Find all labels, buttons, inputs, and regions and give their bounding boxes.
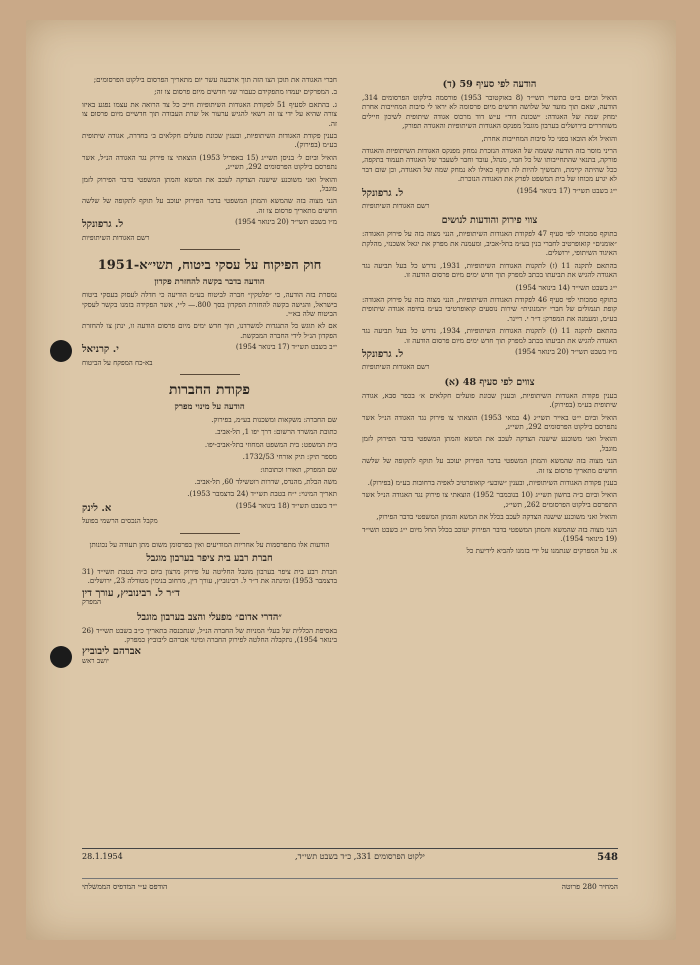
paragraph: בתוקף סמכותי לפי סעיף 46 לפקודת האגודות השיתופיות, הנני מצוה בזה על פירוק האגודה: קופת תגמולים של חברי ״המנונית״ שירות נוסעים קואופרטיבי בע״מ בחיפה אגודה שיתופית בע״מ, ומעמנה את המפרק: ד״ר י. ריינר.	[362, 294, 617, 323]
signature-block	[82, 218, 337, 229]
signer-name: א. לינק	[82, 502, 112, 514]
paragraph: בהתאם לתקנה 11 (ז) לתקנות האגודות השיתופיות, 1934, נדרש כל בעל תביעה נגד האגודה להגיש את תביעתו בכתב למפרק תוך חדש ימים מיום פרסום הודעה זו.	[362, 326, 617, 345]
paragraph: הואיל וביום י״ט באייר תשי״ג (4 במאי 1953) הוצאתי צו פירוק נגד האגודה הנ״ל אשר נתפרסם בילקוט הפרסומים 292, תשי״ג,	[362, 412, 617, 431]
paragraph: ב. המפרקים יעמדו מתפקידם כעבור שני חדשים מיום פרסום צו זה;	[154, 87, 337, 97]
paragraph: הואיל וביום ב״ט בתשרי תשי״ד (8 באוקטובר 1953) פורסמה בילקוט הפרסומים 314, הודעה, שאם תוך מועד של שלושה חדשים מיום פרסומה לא יראו לי סיבות המחייבות אחרת ימחק שמה של האגודה: ״שכונת דוד״ ע״ש דוד מרכוס אגודה שיתופית לשיכון חיילים משוחררים בירושלים בערבון מוגבל מפנקס האגודות השיתופיות והאגודה תפורק,	[362, 93, 617, 131]
printer: הודפס ע״י המדפיס הממשלתי	[82, 882, 168, 891]
subheading: הודעה על מינוי מפרק	[174, 400, 245, 411]
signature-block	[82, 502, 337, 513]
footer-date: 28.1.1954	[82, 852, 123, 861]
paragraph: בית המשפט: בית המשפט המחוזי בתל-אביב-יפו.	[204, 439, 337, 449]
signer-name: ל. גרפונקל	[362, 348, 404, 360]
signer-role: מקבל הנכסים הרשמי בפועל	[82, 517, 158, 526]
paragraph: בהתאם לתקנה 11 (ז) לתקנות האגודות השיתופיות, 1931, נדרש כל בעל תביעה נגד האגודה להגיש את תביעתו בכתב למפרק תוך חדש ימים מיום פרסום הודעה זו.	[362, 260, 617, 280]
heading: הודעה לפי סעיף 59 (ד)	[442, 79, 537, 90]
signer-name: י. קרניאל	[82, 344, 119, 356]
paragraph: בענין פקודת האגודות השיתופיות, ובענין ״שובע״ קואופרטיב לאפיה ברחובות בע״מ (בפירוק).	[367, 478, 617, 487]
paragraph: הואיל וביום כ״ה בחשון תשי״ג (10 בנובמבר 1952) הוצאתי צו פירוק נגד האגודה הנ״ל אשר התפרסם בילקוט הפרסומים 262, תשי״ג,	[362, 490, 617, 509]
signature-block	[362, 187, 617, 198]
paragraph: בענין פקודת האגודות השיתופיות, ובענין שכונת פועלים חקלאים א׳ בכפר סבא, אגודה שיתופית בע״מ (בפירוק).	[362, 390, 617, 410]
page-footer	[82, 848, 618, 863]
disclaimer-note: הודעות אלו מתפרסמות על אחריות המודיעים ואין בפרסומן משום מתן תעודה על נכונותן	[89, 539, 330, 549]
heading: חברת רבע בית ציפר בערבון מוגבל	[146, 553, 273, 564]
signer-name: ד״ר ל. רבינוביץ, עורך דין	[82, 587, 180, 599]
paragraph: הנני מצוה בזה שהמשא והמתן המשפטי בדבר הפירוק יעוכב על תוקף לתקופה של שלשה חדשים מתאריך פרסום צו זה.	[362, 456, 617, 475]
paragraph: כתובת המשרד הרשום: דרך יפו 1, תל-אביב.	[214, 427, 337, 437]
signer-name: אברהם ליבוביץ	[82, 646, 141, 658]
paragraph: א. על המפרקים שנתמנו על ידי בזמנו להביא לידיעת כל	[466, 546, 617, 556]
right-column	[362, 75, 617, 559]
imprint-line	[82, 878, 618, 891]
date-line: י״ג בשבט תשי״ד (14 בינואר 1954)	[515, 282, 617, 292]
paragraph: תאריך המינוי: י״ח בטבת תשי״ד (24 בדצמבר 1953).	[187, 489, 337, 499]
paragraph: והואיל ואני משוכנע שישנה הצדקה לעכב את המשא והמתן המשפטי בדבר הפירוק לזמן מוגבל,	[362, 434, 617, 453]
heading: ״הדרי אדום״ מפעלי והצב בערבון מוגבל	[137, 611, 282, 623]
signer-role: רשם האגודות השיתופיות	[362, 363, 430, 372]
paragraph: מספר תיק: תיק אזרחי 1732/53.	[242, 452, 337, 462]
punch-hole	[50, 340, 72, 362]
divider	[180, 374, 240, 375]
paragraph: והואיל ואני משוכנע שישנה הצדקה לעכב בכלל את המשא והמתן המשפטי בדבר הפירוק,	[376, 512, 617, 522]
signature-block	[362, 348, 617, 359]
paragraph: משה הבלת, מהנדס, שדרות רוטשילד 60, תל-אביב.	[194, 476, 337, 486]
left-column	[82, 75, 337, 670]
date-line: י״ב בשבט תשי״ד (17 בינואר 1954)	[235, 343, 337, 352]
paragraph: אם לא תוגש כל התנגדות למשרדנו, תוך חדש ימים מיום פרסום הודעה זו, ינתן צו להחזרת הפקדון הנ״ל לידי החברה המבקשת.	[82, 321, 337, 340]
signature-block	[82, 343, 337, 354]
paragraph: שם החברה: משקאות ומשכנות בע״מ, בפירוק.	[211, 414, 337, 424]
date-line: מ״ו בשבט תשי״ד (20 בינואר 1954)	[515, 347, 617, 356]
divider	[180, 249, 240, 250]
subheading: הודעה בדבר בקשה להחזרת פקדון	[154, 276, 265, 287]
signer-role: בא-כח המפקח על הביטוח	[82, 358, 153, 367]
signer-name: ל. גרפונקל	[82, 219, 124, 231]
signer-role: רשם האגודות השיתופיות	[82, 233, 150, 242]
paragraph: באסיפת הכללית של בעלי המניות של החברה הנ״ל, שנתכנסה בתאריך כ״ב בשבט תשי״ד (26 בינואר 1954), נתקבלה החלטה לפירוק החברה ומינוי אברהם ליבוביץ כמפרק.	[82, 625, 337, 645]
paragraph: והואיל ולא הובאו בפני כל סיבות המחייבות אחרת,	[481, 133, 617, 143]
paragraph: חברת רבע בית ציפר בערבון מוגבל החליטה על פירוק מרצון ביום כ״ה בטבת תשי״ד (31 בדצמבר 1953) ומינתה את ד״ר ל. רבינוביץ, עורך דין, מרחוב בנימין מטודלה 23, ירושלים.	[82, 567, 337, 586]
signer-name: ל. גרפונקל	[362, 187, 404, 199]
date-line: י״ג בשבט תשי״ד (17 בינואר 1954)	[516, 186, 617, 195]
paragraph: בתוקף סמכותי לפי סעיף 47 לפקודת האגודות השיתופיות, הנני מצוה בזה על פירוק האגודה: ״אומנים״ קואופרטיב לחברי בנין בע״מ בתל-אביב, ומעמנה את מפרק את יגאל אשכנזי, מהלקת האיגוד השיתופי, ירושלים.	[362, 229, 617, 258]
divider	[180, 533, 240, 534]
page-number: 548	[597, 852, 618, 863]
paragraph: והואיל ואני משוכנע שישנה הצדקה לעכב את המשא והמתן המשפטי בדבר הפירוק לזמן מוגבל,	[82, 174, 337, 194]
paragraph: חברי האגודה את תוכן הצו הזה תוך ארבעה עשר יום מתאריך הפרסום בילקוט הפרסומים;	[93, 75, 337, 84]
heading: חוק הפיקוח על עסקי ביטוח, תשי״א-1951	[97, 258, 322, 274]
paragraph: ג. בהתאם לסעיף 51 לפקודת האגודות השיתופיות חייב כל צד הרואה את עצמו נפגע באיזו צורה שהיא על ידי צו זה רשאי להגיש ערעור אל שרת העבודה תוך חדשיים מיום פרסום צו זה.	[82, 99, 337, 128]
date-line: י״ד בשבט תשי״ד (18 בינואר 1954)	[235, 501, 337, 510]
punch-hole	[50, 646, 72, 668]
heading: צווים לפי סעיף 48 (א)	[444, 376, 535, 388]
signer-role: יושב ראש	[82, 656, 109, 665]
paragraph: הריני מוסר בזה הודעה ששמה של האגודה הנזכרת נמחק מפנקס האגודות השיתופיות והאגודה פורקה, בתנאי שהתחייבותו של כל חבר, מנהל, עובד וחבר לשעבר של האגודה תעמוד בתקפה, ככל שהיתה קיימת, ותמשיך להיות לה תוקף כאילו לא נמחק שמה של האגודה, וכן שום דבר לא יגרע מכוחו של בית המשפט לפרק את האגודה הנזכרת.	[362, 146, 617, 184]
heading: צווי פירוק והודעות לנושים	[441, 215, 538, 227]
paragraph: שם המפרק, תאורו וכתובתו:	[260, 464, 337, 474]
paragraph: נמסרת בזה הודעה, כי ״פלטקין״ חברה לביטוח בע״מ הודיעה כי חדלה לעסוק בעסקי ביטוח בישראל, והגישה בקשה להחזרת הפקדון בסך 800.‏— ל״י, אשר הפקידה בזמנו בקשר לעסקי הביטוח שלה בא״י.	[82, 290, 337, 318]
signer-role: רשם האגודות השיתופיות	[362, 202, 430, 211]
signer-role: המפרק	[82, 598, 102, 607]
paragraph: הואיל וביום ל׳ בניסן תשי״ג (15 באפריל 1953) הוצאתי צו פירוק נגד האגודה הנ״ל, אשר נתפרסם בילקוט הפרסומים 292, תשי״ג,	[82, 152, 338, 172]
date-line: מ״ו בשבט תשי״ד (20 בינואר 1954)	[235, 218, 337, 227]
paragraph: הנני מצוה בזה שהמשא והמתן המשפטי בדבר הפירוק יעוכב על תוקף לתקופה של שלשה חדשים מתאריך פרסום צו זה.	[82, 196, 337, 215]
price: המחיר 280 פרוטה	[561, 882, 618, 891]
source-line: ילקוט הפרסומים 331, כ״ד בשבט תשי״ד,	[295, 852, 425, 861]
heading: פקודת החברות	[169, 381, 250, 398]
paragraph: הנני מצוה בזה שהמשא והמתן המשפטי בדבר הפירוק יעוכב בכלל החל מיום י״ג בשבט תשי״ד (19 בינואר 1954).	[362, 524, 617, 544]
paragraph: בענין פקודת האגודות השיתופיות, ובענין שכונת פועלים חקלאים ב׳ בחדרה, אגודה שיתופית בע״מ (בפירוק).	[82, 131, 337, 150]
